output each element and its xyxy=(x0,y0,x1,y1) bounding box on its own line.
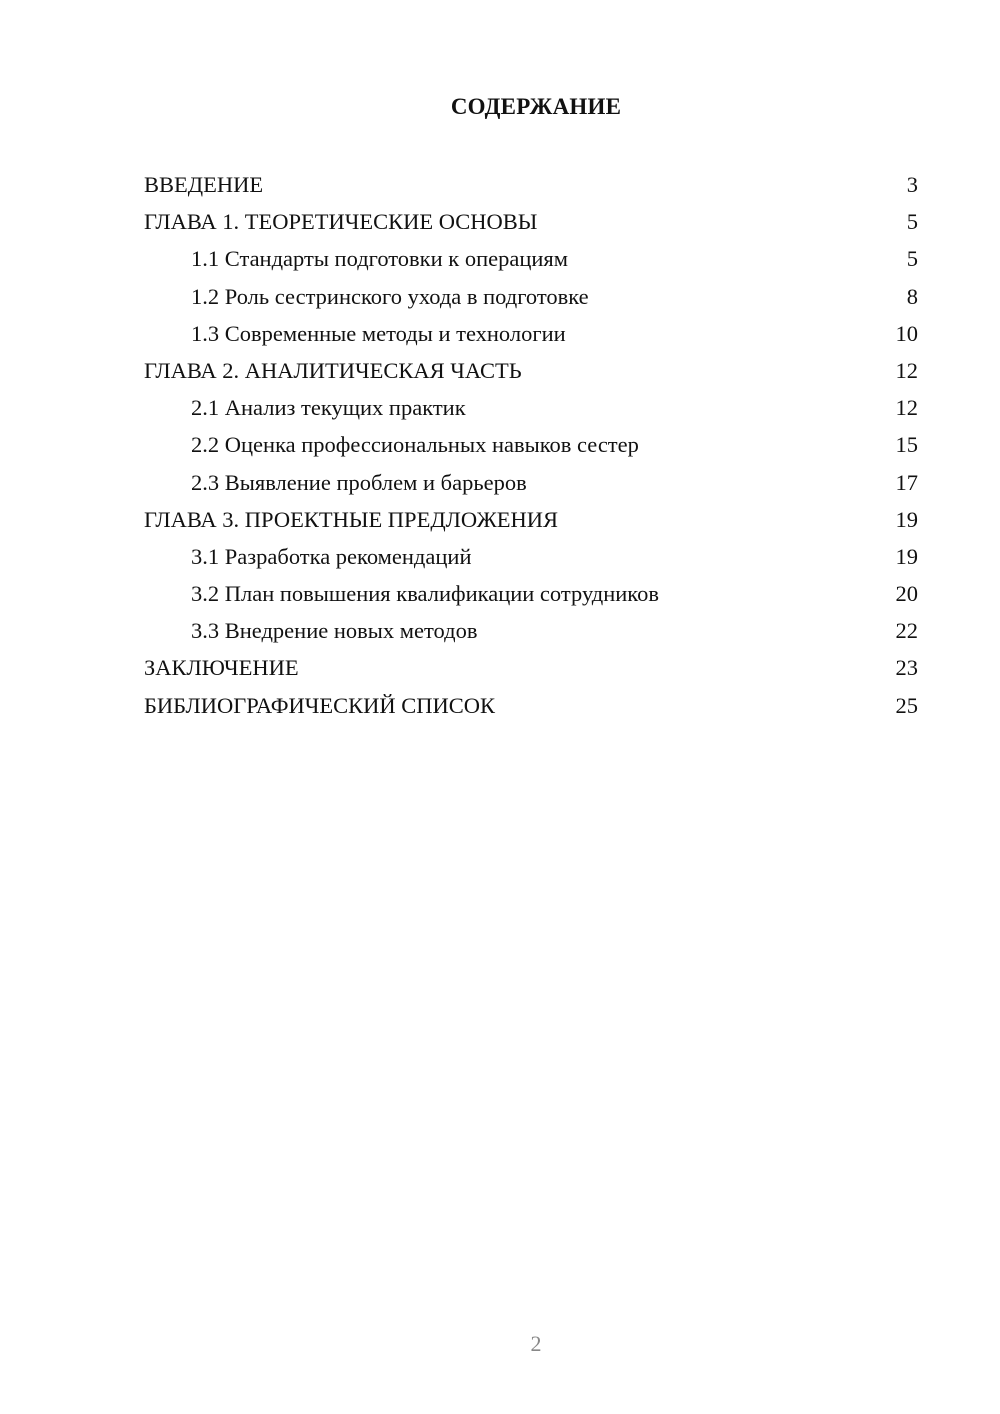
toc-entry-page: 19 xyxy=(895,543,918,569)
toc-entry-section-1-1[interactable] xyxy=(144,240,918,277)
toc-entry-label: ВВЕДЕНИЕ xyxy=(144,172,264,197)
toc-entry-chapter-2[interactable] xyxy=(144,352,918,389)
toc-entry-label: 1.2 Роль сестринского ухода в подготовке xyxy=(191,283,589,309)
toc-entry-section-3-1[interactable] xyxy=(144,538,918,575)
toc-entry-page: 5 xyxy=(906,246,918,272)
toc-entry-page: 5 xyxy=(906,209,918,235)
toc-entry-introduction[interactable] xyxy=(144,166,918,203)
toc-entry-chapter-3[interactable] xyxy=(144,501,918,538)
toc-entry-page: 15 xyxy=(895,432,918,458)
toc-entry-label: 3.2 План повышения квалификации сотрудников xyxy=(191,581,659,607)
toc-entry-page: 3 xyxy=(906,172,918,197)
toc-entry-section-1-2[interactable] xyxy=(144,278,918,315)
toc-entry-bibliography[interactable] xyxy=(144,687,918,724)
toc-entry-page: 8 xyxy=(906,283,918,309)
toc-entry-section-2-1[interactable] xyxy=(144,389,918,426)
toc-entry-conclusion[interactable] xyxy=(144,649,918,686)
toc-entry-page: 17 xyxy=(895,469,918,495)
toc-entry-label: ГЛАВА 3. ПРОЕКТНЫЕ ПРЕДЛОЖЕНИЯ xyxy=(144,506,559,532)
toc-entry-section-1-3[interactable] xyxy=(144,315,918,352)
toc-entry-section-3-3[interactable] xyxy=(144,612,918,649)
toc-entry-page: 10 xyxy=(895,320,918,346)
toc-entry-page: 12 xyxy=(895,395,918,421)
toc-entry-page: 25 xyxy=(895,692,918,718)
toc-entry-label: 2.1 Анализ текущих практик xyxy=(191,395,466,421)
toc-entry-label: 1.1 Стандарты подготовки к операциям xyxy=(191,246,569,272)
table-of-contents xyxy=(144,166,918,724)
toc-entry-label: 1.3 Современные методы и технологии xyxy=(191,320,566,346)
toc-entry-label: 3.1 Разработка рекомендаций xyxy=(191,543,472,569)
toc-entry-label: 2.3 Выявление проблем и барьеров xyxy=(191,469,527,495)
toc-entry-page: 12 xyxy=(895,357,918,383)
toc-entry-label: 3.3 Внедрение новых методов xyxy=(191,618,478,644)
toc-entry-page: 23 xyxy=(895,655,918,681)
toc-entry-label: ЗАКЛЮЧЕНИЕ xyxy=(144,655,299,681)
toc-entry-section-3-2[interactable] xyxy=(144,575,918,612)
toc-entry-page: 20 xyxy=(895,581,918,607)
toc-entry-chapter-1[interactable] xyxy=(144,203,918,240)
toc-entry-label: 2.2 Оценка профессиональных навыков сестер xyxy=(191,432,639,458)
toc-entry-page: 22 xyxy=(895,618,918,644)
toc-entry-label: БИБЛИОГРАФИЧЕСКИЙ СПИСОК xyxy=(144,692,496,718)
toc-entry-section-2-2[interactable] xyxy=(144,426,918,463)
toc-title: СОДЕРЖАНИЕ xyxy=(450,94,622,119)
toc-entry-page: 19 xyxy=(895,506,918,532)
toc-entry-label: ГЛАВА 1. ТЕОРЕТИЧЕСКИЕ ОСНОВЫ xyxy=(144,209,538,235)
toc-entry-label: ГЛАВА 2. АНАЛИТИЧЕСКАЯ ЧАСТЬ xyxy=(144,357,522,383)
page-number: 2 xyxy=(530,1331,542,1356)
toc-entry-section-2-3[interactable] xyxy=(144,464,918,501)
